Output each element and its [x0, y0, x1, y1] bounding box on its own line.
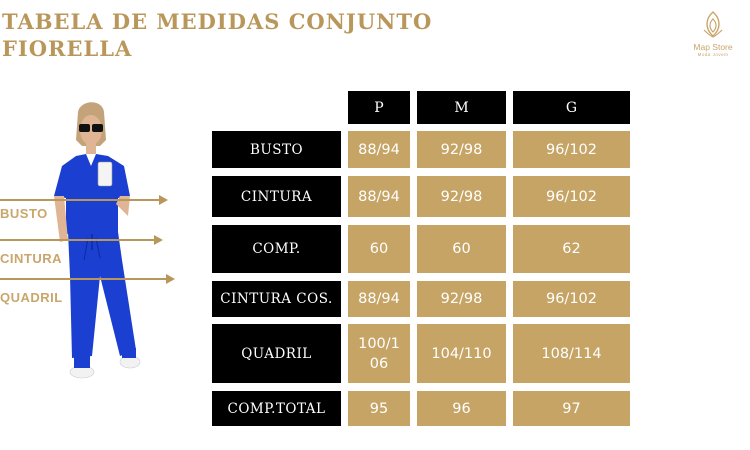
- row-label-quadril: QUADRIL: [212, 324, 341, 383]
- size-header-m: M: [417, 91, 506, 124]
- row-label-cintura-cos: CINTURA COS.: [212, 281, 341, 317]
- table-cell: 108/114: [513, 324, 630, 383]
- lotus-logo-icon: [700, 10, 726, 40]
- brand-logo: [683, 10, 743, 57]
- table-cell: 96/102: [513, 281, 630, 317]
- table-cell: 60: [348, 225, 410, 273]
- table-cell: 62: [513, 225, 630, 273]
- busto-arrow: [0, 199, 160, 201]
- table-cell: 60: [417, 225, 506, 273]
- table-cell: 96/102: [513, 131, 630, 168]
- table-cell: 96: [417, 391, 506, 426]
- table-cell: 88/94: [348, 176, 410, 217]
- phone: [98, 162, 112, 186]
- row-label-comp-total: COMP.TOTAL: [212, 391, 341, 426]
- table-cell: 92/98: [417, 281, 506, 317]
- page-title: TABELA DE MEDIDAS CONJUNTO FIORELLA: [2, 9, 433, 61]
- brand-subtitle: Moda Jovem: [697, 52, 729, 57]
- cintura-arrow: [0, 239, 155, 241]
- row-label-cintura: CINTURA: [212, 176, 341, 217]
- table-cell: 96/102: [513, 176, 630, 217]
- sunglasses: [79, 124, 90, 132]
- model-photo: [40, 100, 150, 400]
- brand-name: Map Store: [693, 42, 733, 52]
- table-cell: 88/94: [348, 131, 410, 168]
- table-cell: 88/94: [348, 281, 410, 317]
- table-cell: 100/106: [348, 324, 410, 383]
- table-cell: 104/110: [417, 324, 506, 383]
- row-label-comp: COMP.: [212, 225, 341, 273]
- busto-arrow-label: BUSTO: [0, 206, 48, 221]
- row-label-busto: BUSTO: [212, 131, 341, 168]
- size-header-g: G: [513, 91, 630, 124]
- quadril-arrow: [0, 278, 167, 280]
- size-header-p: P: [348, 91, 410, 124]
- cintura-arrow-label: CINTURA: [0, 251, 62, 266]
- table-cell: 92/98: [417, 131, 506, 168]
- quadril-arrow-label: QUADRIL: [0, 290, 63, 305]
- table-cell: 92/98: [417, 176, 506, 217]
- table-cell: 95: [348, 391, 410, 426]
- table-cell: 97: [513, 391, 630, 426]
